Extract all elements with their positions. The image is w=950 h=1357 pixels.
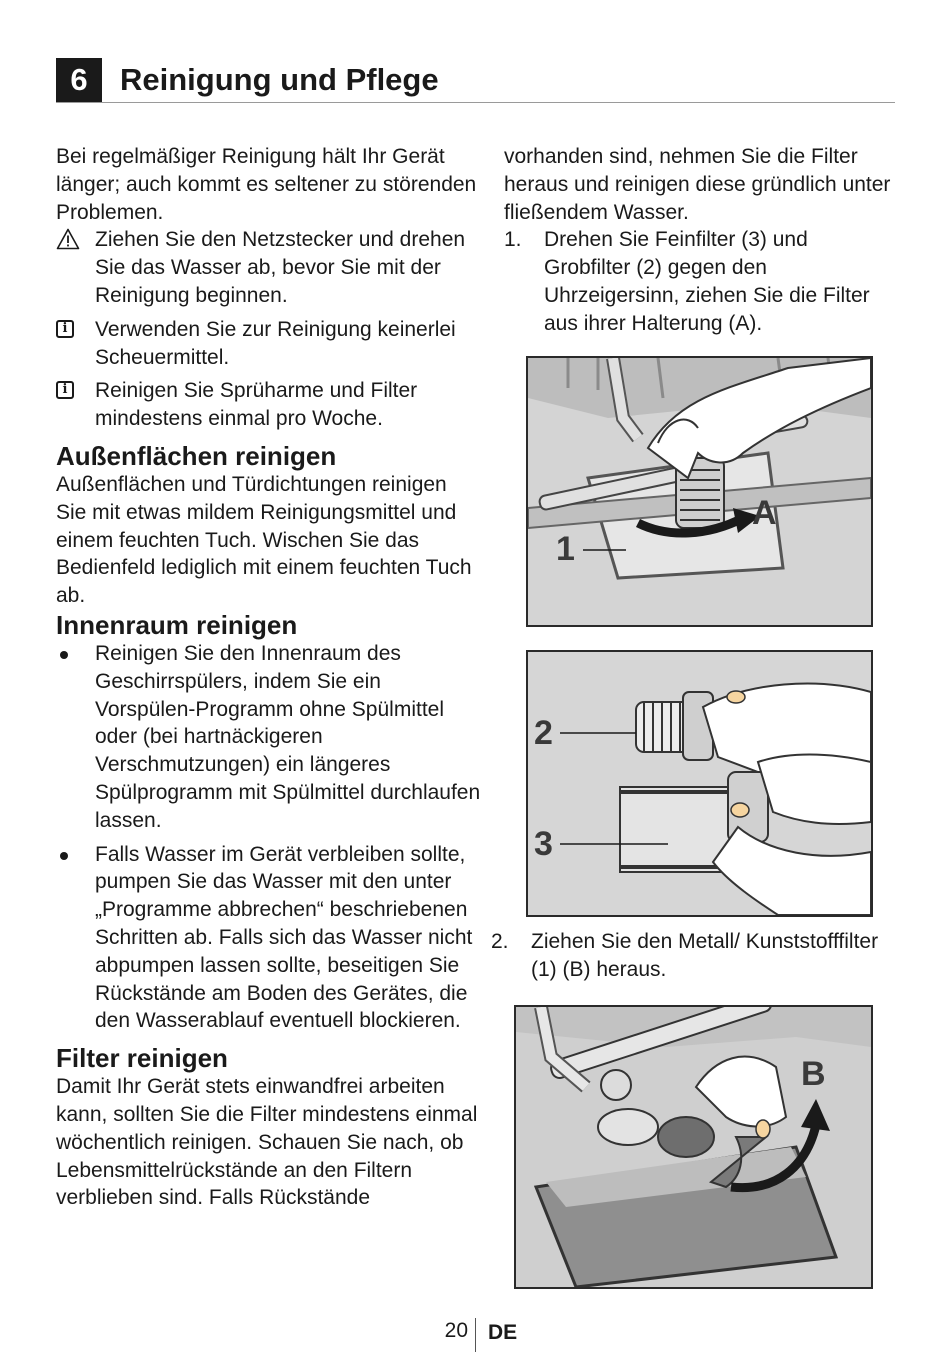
section-heading-filter: Filter reinigen bbox=[56, 1043, 228, 1074]
info-icon: i bbox=[56, 381, 74, 399]
bullet-text: Falls Wasser im Gerät verbleiben sollte, pumpen Sie das Wasser mit den unter „Programme abbrechen“ beschriebenen Schritten ab. Falls sich das Wasser nicht abpumpen lassen sollte, beseitigen Sie Rückstände am Boden des Gerätes, die den Wasserablauf eventuell blockieren. bbox=[95, 842, 473, 1033]
note-text: Verwenden Sie zur Reinigung keinerlei Scheuermittel. bbox=[95, 317, 456, 369]
label-1: 1 bbox=[556, 530, 575, 568]
label-2: 2 bbox=[534, 714, 553, 752]
language-code: DE bbox=[488, 1321, 518, 1344]
figure-filters-parts bbox=[526, 650, 873, 917]
note-text: Ziehen Sie den Netzstecker und drehen Sie das Wasser ab, bevor Sie mit der Reinigung beginnen. bbox=[95, 228, 466, 307]
step-number: 2. bbox=[491, 930, 509, 953]
label-a: A bbox=[752, 494, 777, 532]
note-warning bbox=[56, 226, 481, 309]
filters-illustration bbox=[528, 652, 871, 915]
footer-divider bbox=[475, 1318, 476, 1352]
left-column bbox=[56, 143, 481, 1212]
step-2-block bbox=[491, 928, 891, 984]
right-column bbox=[504, 143, 899, 338]
figure-filter-b bbox=[514, 1005, 873, 1289]
filter-b-illustration bbox=[516, 1007, 871, 1287]
filter-continuation: vorhanden sind, nehmen Sie die Filter heraus und reinigen diese gründlich unter fließendem Wasser. bbox=[504, 145, 891, 224]
step-2 bbox=[491, 928, 891, 984]
outside-text: Außenflächen und Türdichtungen reinigen Sie mit etwas mildem Reinigungsmittel und einem feuchten Tuch. Wischen Sie das Bedienfeld lediglich mit einem feuchten Tuch ab. bbox=[56, 472, 472, 608]
step-text: Ziehen Sie den Metall/ Kunststofffilter (1) (B) heraus. bbox=[531, 930, 879, 981]
page-number: 20 bbox=[444, 1319, 468, 1342]
filter-illustration bbox=[528, 358, 871, 625]
bullet-icon bbox=[60, 651, 68, 659]
section-heading-outside: Außenflächen reinigen bbox=[56, 440, 337, 471]
note-info bbox=[56, 316, 481, 372]
figure-filter-remove bbox=[526, 356, 873, 627]
chapter-number: 6 bbox=[56, 58, 102, 102]
intro-text: Bei regelmäßiger Reinigung hält Ihr Gerät länger; auch kommt es seltener zu störenden Problemen. bbox=[56, 145, 477, 224]
chapter-title: Reinigung und Pflege bbox=[120, 62, 439, 97]
filter-text: Damit Ihr Gerät stets einwandfrei arbeiten kann, sollten Sie die Filter mindestens einmal wöchentlich reinigen. Schauen Sie nach, ob Lebensmittelrückstände an den Filtern verblieben sind. Falls Rückstände bbox=[56, 1075, 478, 1210]
note-info bbox=[56, 377, 481, 433]
step-text: Drehen Sie Feinfilter (3) und Grobfilter (2) gegen den Uhrzeigersinn, ziehen Sie die Filter aus ihrer Halterung (A). bbox=[544, 228, 870, 335]
list-item bbox=[56, 640, 481, 835]
section-heading-inside: Innenraum reinigen bbox=[56, 609, 298, 640]
label-3: 3 bbox=[534, 825, 553, 863]
bullet-icon bbox=[60, 852, 68, 860]
bullet-text: Reinigen Sie den Innenraum des Geschirrspülers, indem Sie ein Vorspülen-Programm ohne Spülmittel oder (bei hartnäckigeren Verschmutzungen) ein längeres Spülprogramm mit Spülmittel durchlaufen lassen. bbox=[95, 641, 481, 832]
info-icon: i bbox=[56, 320, 74, 338]
step-number: 1. bbox=[504, 228, 522, 252]
note-text: Reinigen Sie Sprüharme und Filter mindestens einmal pro Woche. bbox=[95, 379, 418, 431]
warning-icon bbox=[56, 228, 80, 250]
page-footer bbox=[0, 1318, 950, 1352]
step-1 bbox=[504, 226, 899, 337]
label-b: B bbox=[801, 1055, 826, 1093]
list-item bbox=[56, 841, 481, 1036]
chapter-header bbox=[56, 58, 895, 103]
